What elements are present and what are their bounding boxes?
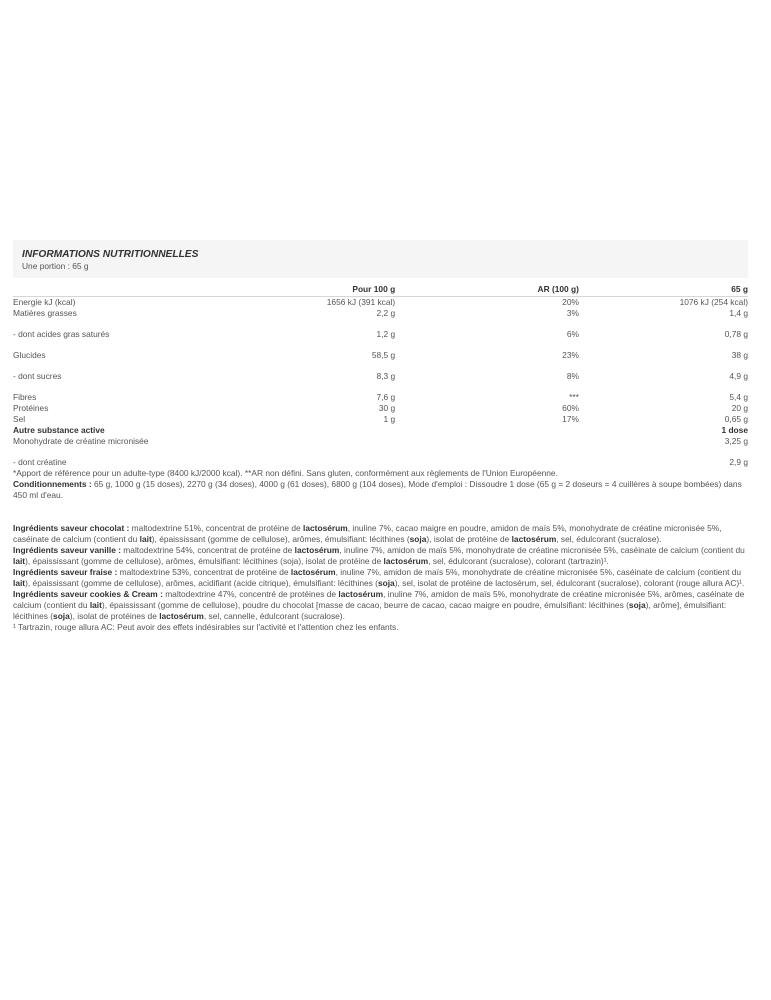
nutrient-name: - dont acides gras saturés bbox=[13, 329, 110, 339]
ingredients-label: Ingrédients saveur chocolat : bbox=[13, 523, 130, 533]
value-per-100g bbox=[278, 436, 396, 457]
table-row bbox=[13, 371, 748, 392]
conditionnements-paragraph bbox=[13, 479, 748, 501]
ingredients-text: ), sel, isolat de protéine de lactosérum, sel, édulcorant (sucralose), colorant (rouge allura AC)¹. bbox=[394, 578, 745, 588]
ingredients-text: ), épaississant (gomme de cellulose), arômes, émulsifiant: lécithines ( bbox=[151, 534, 410, 544]
ingredients-label: Ingrédients saveur cookies & Cream : bbox=[13, 589, 163, 599]
table-row bbox=[13, 350, 748, 371]
ingredients-text: maltodextrine 54%, concentrat de protéine de bbox=[120, 545, 295, 555]
table-row bbox=[13, 414, 748, 425]
nutrient-name: Protéines bbox=[13, 403, 49, 413]
value-ar: 23% bbox=[562, 350, 579, 360]
ingredients-text: maltodextrine 53%, concentrat de protéine de bbox=[117, 567, 291, 577]
allergen-highlight: soja bbox=[628, 600, 646, 610]
ingredients-text: , inuline 7%, amidon de maïs 5%, monohydrate de créatine micronisée 5%, caséinate de calcium (contient du bbox=[335, 567, 742, 577]
conditionnements-text: 65 g, 1000 g (15 doses), 2270 g (34 doses), 4000 g (61 doses), 6800 g (104 doses), Mode d'emploi : Dissoudre 1 dose (65 g = 2 doseurs = 4 cuillères à soupe bombées) dans 450 ml d'eau. bbox=[13, 479, 742, 500]
nutrient-name: Glucides bbox=[13, 350, 46, 360]
value-per-100g: 7,6 g bbox=[376, 392, 396, 402]
value-ar: 8% bbox=[566, 371, 579, 381]
nutrient-name: Sel bbox=[13, 414, 26, 424]
allergen-highlight: lactosérum bbox=[290, 567, 336, 577]
value-per-100g: 8,3 g bbox=[376, 371, 396, 381]
table-row bbox=[13, 425, 748, 436]
allergen-highlight: lait bbox=[89, 600, 102, 610]
value-per-100g: 1656 kJ (391 kcal) bbox=[326, 297, 396, 307]
table-row bbox=[13, 297, 748, 309]
value-per-portion: 1,4 g bbox=[729, 308, 748, 318]
allergen-highlight: lait bbox=[13, 556, 26, 566]
value-per-portion: 38 g bbox=[731, 350, 748, 360]
ingredients-text: maltodextrine 47%, concentré de protéines de bbox=[162, 589, 339, 599]
column-header-nutrient bbox=[13, 283, 278, 297]
value-per-100g bbox=[278, 425, 396, 436]
nutrient-name: Matières grasses bbox=[13, 308, 77, 318]
value-per-portion: 1 dose bbox=[721, 425, 748, 435]
table-header-row bbox=[13, 283, 748, 297]
ingredients-text: ), épaississant (gomme de cellulose), arômes, émulsifiant: lécithines (soja), isolat de protéine de bbox=[25, 556, 384, 566]
value-ar: 60% bbox=[562, 403, 579, 413]
nutrient-name: Autre substance active bbox=[13, 425, 105, 435]
value-per-100g: 30 g bbox=[378, 403, 396, 413]
allergen-highlight: soja bbox=[377, 578, 395, 588]
nutrient-name: Energie kJ (kcal) bbox=[13, 297, 76, 307]
ingredients-fraise bbox=[13, 567, 748, 589]
ingredients-cookies-cream bbox=[13, 589, 748, 622]
value-per-portion: 20 g bbox=[731, 403, 748, 413]
allergen-highlight: lactosérum bbox=[338, 589, 384, 599]
nutrition-table bbox=[13, 283, 748, 468]
value-per-100g: 58,5 g bbox=[371, 350, 396, 360]
allergen-highlight: lactosérum bbox=[159, 611, 204, 621]
column-header-per-100g: Pour 100 g bbox=[278, 283, 396, 297]
allergen-highlight: lait bbox=[139, 534, 152, 544]
value-per-portion: 0,78 g bbox=[724, 329, 748, 339]
ingredients-text: ), isolat de protéine de bbox=[426, 534, 512, 544]
table-row bbox=[13, 457, 748, 468]
allergen-highlight: lait bbox=[13, 578, 26, 588]
ingredients-text: , inuline 7%, amidon de maïs 5%, monohydrate de créatine micronisée 5%, caséinate de calcium (contient du bbox=[339, 545, 745, 555]
table-row bbox=[13, 329, 748, 350]
ingredients-text: , inuline 7%, amidon de maïs 5%, monohydrate de créatine micronisée 5%, arômes, caséinate de calcium (contient du bbox=[13, 589, 745, 610]
ingredients-text: , inuline 7%, cacao maigre en poudre, amidon de maïs 5%, monohydrate de créatine micronisée 5%, caséinate de calcium (contient du bbox=[13, 523, 722, 544]
ingredients-vanille bbox=[13, 545, 748, 567]
nutrient-name: Fibres bbox=[13, 392, 37, 402]
ingredients-text: , sel, cannelle, édulcorant (sucralose). bbox=[203, 611, 345, 621]
column-header-ar: AR (100 g) bbox=[395, 283, 579, 297]
nutrient-name: - dont sucres bbox=[13, 371, 62, 381]
nutrition-header bbox=[13, 240, 748, 278]
value-per-portion: 4,9 g bbox=[729, 371, 748, 381]
value-per-portion: 0,65 g bbox=[724, 414, 748, 424]
value-ar: 3% bbox=[566, 308, 579, 318]
value-ar: 17% bbox=[562, 414, 579, 424]
allergen-highlight: soja bbox=[409, 534, 427, 544]
value-ar bbox=[395, 425, 579, 436]
ingredients-text: , sel, édulcorant (sucralose), colorant (tartrazin)¹. bbox=[428, 556, 609, 566]
ingredients-text: ), isolat de protéines de bbox=[69, 611, 160, 621]
ingredients-text: ), épaississant (gomme de cellulose), poudre du chocolat [masse de cacao, beurre de cacao, cacao maigre en poudre, émulsifiant: lécithines ( bbox=[101, 600, 629, 610]
allergen-highlight: lactosérum bbox=[294, 545, 340, 555]
conditionnements-label: Conditionnements : bbox=[13, 479, 92, 489]
table-row bbox=[13, 403, 748, 414]
ingredients-text: , sel, édulcorant (sucralose). bbox=[556, 534, 662, 544]
allergen-highlight: lactosérum bbox=[303, 523, 348, 533]
table-row bbox=[13, 436, 748, 457]
value-per-100g bbox=[278, 457, 396, 468]
value-per-100g: 2,2 g bbox=[376, 308, 396, 318]
ingredients-text: maltodextrine 51%, concentrat de protéine de bbox=[129, 523, 304, 533]
nutrient-name: - dont créatine bbox=[13, 457, 67, 467]
value-ar: 20% bbox=[562, 297, 579, 307]
value-ar: *** bbox=[569, 392, 579, 402]
allergen-highlight: soja bbox=[53, 611, 70, 621]
ingredients-text: ), épaississant (gomme de cellulose), arômes, acidifiant (acide citrique), émulsifiant: lécithines ( bbox=[25, 578, 378, 588]
value-per-100g: 1 g bbox=[383, 414, 396, 424]
value-ar bbox=[395, 457, 579, 468]
ingredients-chocolat bbox=[13, 523, 748, 545]
nutrient-name: Monohydrate de créatine micronisée bbox=[13, 436, 149, 446]
value-per-portion: 2,9 g bbox=[729, 457, 748, 467]
value-per-portion: 5,4 g bbox=[729, 392, 748, 402]
table-row bbox=[13, 308, 748, 329]
table-row bbox=[13, 392, 748, 403]
nutrition-title: INFORMATIONS NUTRITIONNELLES bbox=[22, 249, 199, 260]
allergen-highlight: lactosérum bbox=[511, 534, 557, 544]
value-per-100g: 1,2 g bbox=[376, 329, 396, 339]
reference-note: *Apport de référence pour un adulte-type (8400 kJ/2000 kcal). **AR non défini. Sans gluten, conformément aux règlements de l'Union Européenne. bbox=[13, 468, 558, 478]
allergen-highlight: lactosérum bbox=[383, 556, 429, 566]
footnote: ¹ Tartrazin, rouge allura AC: Peut avoir des effets indésirables sur l'activité et l'attention chez les enfants. bbox=[13, 622, 399, 632]
ingredients-label: Ingrédients saveur vanille : bbox=[13, 545, 121, 555]
ingredients-label: Ingrédients saveur fraise : bbox=[13, 567, 118, 577]
portion-size: Une portion : 65 g bbox=[22, 261, 89, 271]
column-header-per-portion: 65 g bbox=[579, 283, 748, 297]
value-ar: 6% bbox=[566, 329, 579, 339]
value-per-portion: 1076 kJ (254 kcal) bbox=[679, 297, 748, 307]
ingredients-text: ), arôme], émulsifiant: lécithines ( bbox=[13, 600, 727, 621]
value-ar bbox=[395, 436, 579, 457]
product-info-document bbox=[13, 240, 748, 633]
value-per-portion: 3,25 g bbox=[724, 436, 748, 446]
